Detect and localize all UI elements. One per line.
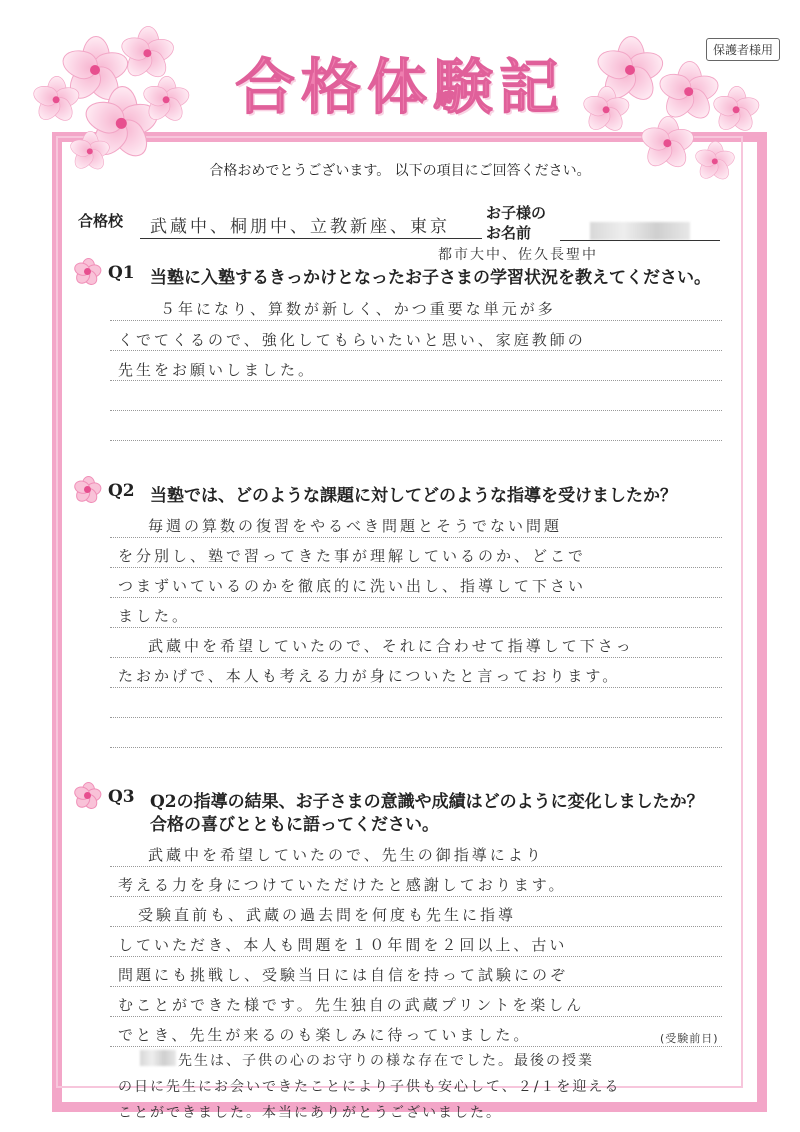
q1-rule-5 [110,440,722,441]
sakura-bullet-icon [74,476,102,504]
q3-answer-line: 武蔵中を希望していたので、先生の御指導により [148,846,544,864]
q3-answer-line: 受験直前も、武蔵の過去問を何度も先生に指導 [138,906,517,924]
q2-question: 当塾では、どのような課題に対してどのような指導を受けましたか？ [150,486,677,506]
child-name-label-line1: お子様の [486,204,547,222]
q2-answer-line: つまずいているのかを徹底的に洗い出し、指導して下さい [118,577,587,595]
q1-number: Q1 [108,263,135,283]
q2-rule-1 [110,537,722,538]
q2-answer-line: 毎週の算数の復習をやるべき問題とそうでない問題 [148,517,563,535]
child-name-label-line2: お名前 [486,224,532,242]
q3-answer-line: の日に先生にお会いできたことにより子供も安心して、２/１を迎える [118,1079,621,1095]
q1-rule-4 [110,410,722,411]
q2-rule-8 [110,747,722,748]
q2-answer-line: たおかげで、本人も考える力が身についたと言っております。 [118,667,621,685]
sakura-bullet-icon [74,782,102,810]
q1-rule-1 [110,320,722,321]
q3-annotation: (受験前日) [660,1032,719,1045]
q2-rule-7 [110,717,722,718]
school-label: 合格校 [78,212,124,230]
q2-rule-4 [110,627,722,628]
q1-rule-3 [110,380,722,381]
q3-answer-line: むことができた様です。先生独自の武蔵プリントを楽しん [118,996,585,1014]
q3-rule-5 [110,986,722,987]
guardian-badge: 保護者様用 [706,38,780,61]
q1-answer-line: ５年になり、算数が新しく、かつ重要な単元が多 [160,300,556,318]
q1-answer-line: 先生をお願いしました。 [118,361,317,379]
q3-answer-line: ことができました。本当にありがとうございました。 [118,1105,502,1121]
q2-answer-line: 武蔵中を希望していたので、それに合わせて指導して下さっ [148,637,634,655]
q2-rule-3 [110,597,722,598]
q3-answer-line: 問題にも挑戦し、受験当日には自信を持って試験にのぞ [118,966,569,984]
sakura-bullet-icon [74,258,102,286]
redacted-teacher-name [140,1050,176,1066]
q3-question-line2: 合格の喜びとともに語ってください。 [150,815,439,835]
q3-question-line1: Q2の指導の結果、お子さまの意識や成績はどのように変化しましたか？ [150,792,704,812]
q2-number: Q2 [108,481,135,501]
name-underline [560,240,720,241]
q2-answer-line: ました。 [118,607,191,625]
q1-question: 当塾に入塾するきっかけとなったお子さまの学習状況を教えてください。 [150,268,711,288]
q2-answer-line: を分別し、塾で習ってきた事が理解しているのか、どこで [118,547,587,565]
q3-answer-line: でとき、先生が来るのも楽しみに待っていました。 [118,1026,532,1044]
q2-rule-2 [110,567,722,568]
intro-text: 合格おめでとうございます。 以下の項目にご回答ください。 [209,163,591,179]
school-value: 武蔵中、桐朋中、立教新座、東京 [150,217,450,237]
q2-rule-5 [110,657,722,658]
q2-rule-6 [110,687,722,688]
q1-rule-2 [110,350,722,351]
q3-rule-1 [110,866,722,867]
q3-answer-line: していただき、本人も問題を１０年間を２回以上、古い [118,936,568,954]
q3-rule-6 [110,1016,722,1017]
redacted-name [590,222,690,240]
school-value-continued: 都市大中、佐久長聖中 [438,247,598,263]
q3-number: Q3 [108,787,135,807]
q3-answer-line: 先生は、子供の心のお守りの様な存在でした。最後の授業 [178,1053,594,1069]
q3-answer-line: 考える力を身につけていただけたと感謝しております。 [118,876,567,894]
page-title: 合格体験記 [235,53,565,123]
q3-rule-3 [110,926,722,927]
q3-rule-7 [110,1046,722,1047]
q3-rule-2 [110,896,722,897]
school-underline [140,238,482,239]
q3-rule-4 [110,956,722,957]
q1-answer-line: くでてくるので、強化してもらいたいと思い、家庭教師の [118,331,586,349]
